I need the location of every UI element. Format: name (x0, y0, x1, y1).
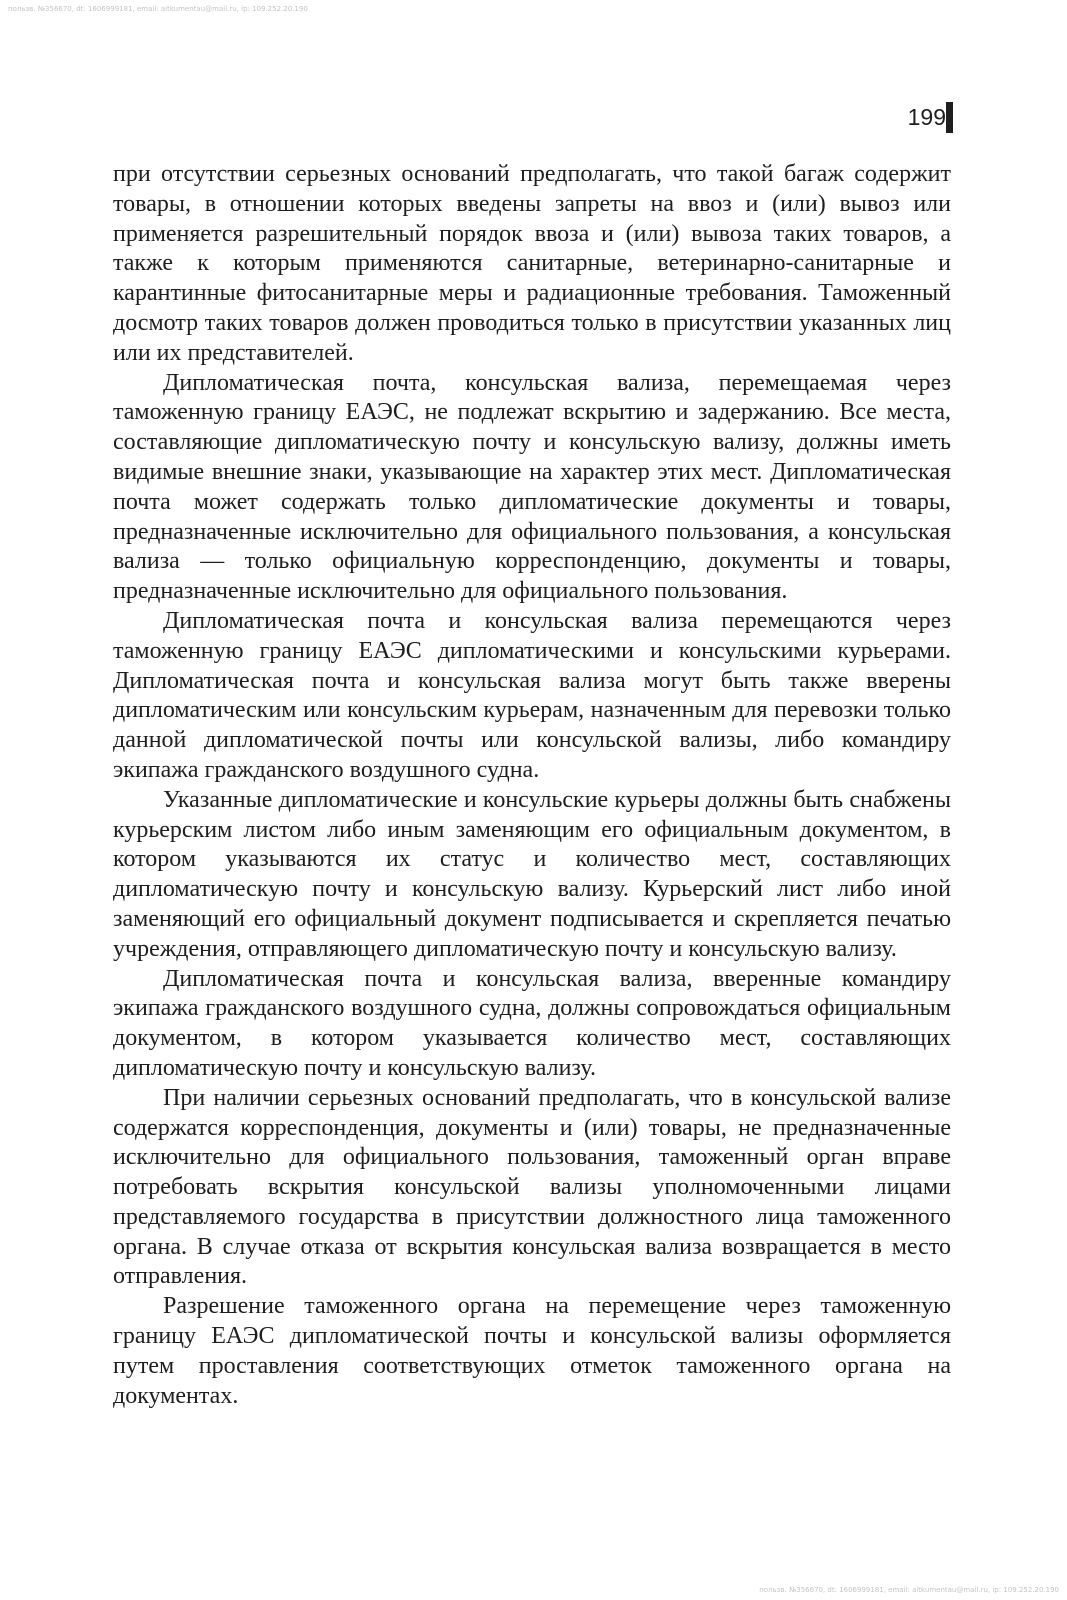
paragraph: при отсутствии серьезных оснований предполагать, что такой багаж содержит товары, в отношении которых введены запреты на ввоз и (или) вывоз или применяется разрешительный порядок ввоза и (или) вывоза таких товаров, а также к которым применяются санитарные, ветеринарно-санитарные и карантинные фитосанитарные меры и радиационные требования. Таможенный досмотр таких товаров должен проводиться только в присутствии указанных лиц или их представителей. (113, 161, 951, 366)
watermark-bottom: пользв. №356670, dt: 1606999181, email: aitkumentau@mail.ru, ip: 109.252.20.190 (759, 1586, 1059, 1594)
paragraph: Дипломатическая почта и консульская вализа перемещаются через таможенную границу ЕАЭС дипломатическими и консульскими курьерами. Дипломатическая почта и консульская вализа могут быть также вверены дипломатическим или консульским курьерам, назначенным для перевозки только данной дипломатической почты или консульской вализы, либо командиру экипажа гражданского воздушного судна. (113, 607, 951, 783)
page-body (113, 160, 951, 1411)
page-number: 199 (907, 104, 946, 130)
paragraph: Указанные дипломатические и консульские курьеры должны быть снабжены курьерским листом либо иным заменяющим его официальным документом, в котором указываются их статус и количество мест, составляющих дипломатическую почту и консульскую вализу. Курьерский лист либо иной заменяющий его официальный документ подписывается и скрепляется печатью учреждения, отправляющего дипломатическую почту и консульскую вализу. (113, 786, 951, 962)
paragraph: Дипломатическая почта и консульская вализа, вверенные командиру экипажа гражданского воздушного судна, должны сопровождаться официальным документом, в котором указывается количество мест, составляющих дипломатическую почту и консульскую вализу. (113, 965, 951, 1081)
paragraph: Дипломатическая почта, консульская вализа, перемещаемая через таможенную границу ЕАЭС, не подлежат вскрытию и задержанию. Все места, составляющие дипломатическую почту и консульскую вализу, должны иметь видимые внешние знаки, указывающие на характер этих мест. Дипломатическая почта может содержать только дипломатические документы и товары, предназначенные исключительно для официального пользования, а консульская вализа — только официальную корреспонденцию, документы и товары, предназначенные исключительно для официального пользования. (113, 369, 951, 605)
paragraph: Разрешение таможенного органа на перемещение через таможенную границу ЕАЭС дипломатической почты и консульской вализы оформляется путем проставления соответствующих отметок таможенного органа на документах. (113, 1293, 951, 1409)
paragraph: При наличии серьезных оснований предполагать, что в консульской вализе содержатся корреспонденция, документы и (или) товары, не предназначенные исключительно для официального пользования, таможенный орган вправе потребовать вскрытия консульской вализы уполномоченными лицами представляемого государства в присутствии должностного лица таможенного органа. В случае отказа от вскрытия консульская вализа возвращается в место отправления. (113, 1084, 951, 1290)
watermark-top: пользв. №356670, dt: 1606999181, email: aitkumentau@mail.ru, ip: 109.252.20.190 (8, 5, 308, 13)
page-marker-bar (946, 102, 953, 133)
